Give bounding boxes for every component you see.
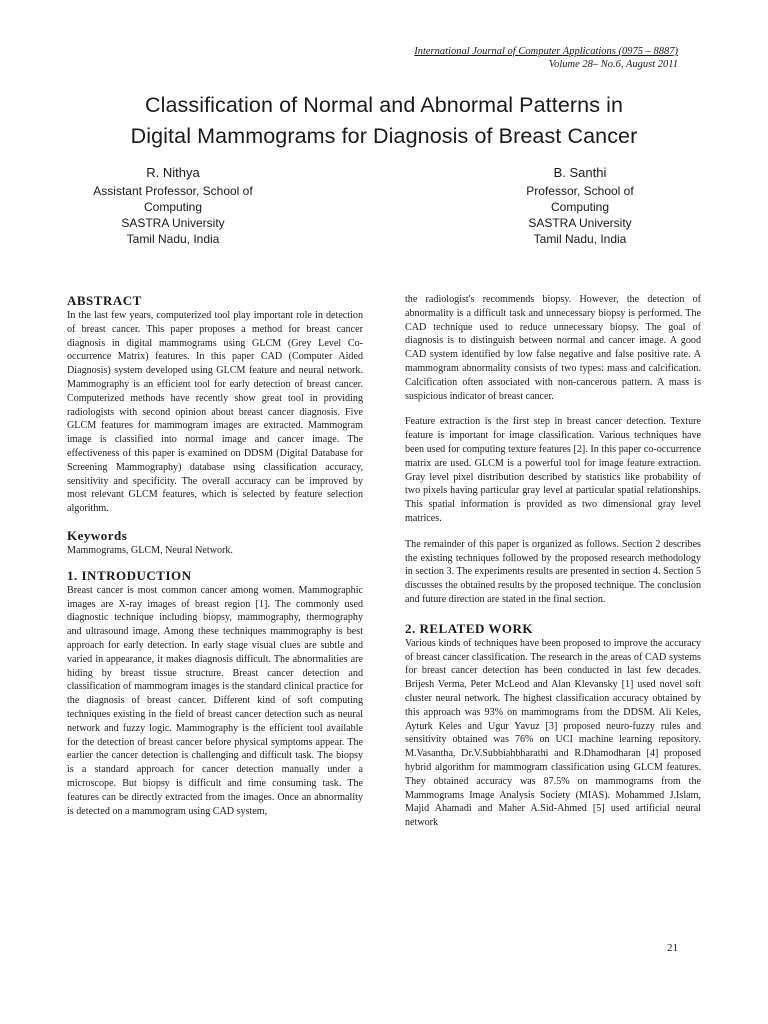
journal-header <box>258 45 678 71</box>
journal-volume: Volume 28– No.6, August 2011 <box>548 59 678 70</box>
author-affiliation: Assistant Professor, School of <box>93 184 253 198</box>
introduction-continued: the radiologist's recommends biopsy. However, the detection of abnormality is a difficult task and unnecessary biopsy is performed. The CAD technique used to reduce unnecessary biopsy. The goal of diagnosis is to distinguish between normal and cancer image. A good CAD system identified by low false negative and false positive rate. A mammogram abnormality consists of two types: mass and calcification. Calcification often associated with non-cancerous pattern. A mass is suspicious indicator of breast cancer. <box>405 294 701 402</box>
keywords-heading: Keywords <box>67 527 128 543</box>
related-work-heading: 2. RELATED WORK <box>405 620 534 636</box>
title-line-2: Digital Mammograms for Diagnosis of Breast Cancer <box>130 124 638 148</box>
left-column <box>67 293 363 818</box>
author-affiliation: Computing <box>143 200 203 214</box>
author-name: B. Santhi <box>553 165 607 180</box>
related-work-text: Various kinds of techniques have been proposed to improve the accuracy of breast cancer classification. The research in the areas of CAD systems for breast cancer detection has been conducted in last few decades. Brijesh Verma, Peter McLeod and Alan Klevansky [1] used novel soft cluster neural network. The highest classification accuracy obtained by this approach was 93% on mammograms from the DDSM. Ali Keles, Ayturk Keles and Ugur Yavuz [3] proposed neuro-fuzzy rules and sensitivity obtained was 76% on UCI machine learning repository. M.Vasantha, Dr.V.Subbiahbharathi and R.Dhamodharan [4] proposed hybrid algorithm for mammogram classification using GLCM features. They obtained accuracy was 87.5% on mammograms from the Mammograms Image Analysis Society (MIAS). Mohammed J.Islam, Majid Ahamadi and Maher A.Sid-Ahmed [5] used artificial neural network <box>405 637 701 829</box>
author-block-1 <box>43 165 303 247</box>
introduction-heading: 1. INTRODUCTION <box>67 567 192 583</box>
introduction-paragraph-3: The remainder of this paper is organized as follows. Section 2 describes the existing techniques followed by the proposed research methodology in section 3. The experiments results are presented in section 4. Section 5 discusses the obtained results by the proposed technique. The conclusion and future direction are stated in the final section. <box>405 538 701 605</box>
author-affiliation: SASTRA University <box>528 216 632 230</box>
title-line-1: Classification of Normal and Abnormal Patterns in <box>144 93 624 117</box>
page-number: 21 <box>667 942 678 954</box>
author-affiliation: Tamil Nadu, India <box>533 232 627 246</box>
introduction-paragraph-2: Feature extraction is the first step in breast cancer detection. Texture feature is important for image classification. Various techniques have been used for computing texture features [2]. In this paper co-occurrence matrix are used. GLCM is a powerful tool for image feature extraction. Gray level pixel distribution described by statistics like probability of two pixels having particular gray level at particular spatial relationships. This spatial information is provided as two dimensional gray level matrices. <box>405 416 701 524</box>
introduction-text: Breast cancer is most common cancer among women. Mammographic images are X-ray images of breast region [1]. The commonly used diagnostic technique including biopsy, mammography, thermography and ultrasound image. Among these techniques mammography is best approach for early detection. In early stage visual clues are subtle and varied in appearance, it makes diagnosis difficult. The abnormalities are hiding by breast tissue structure. Breast cancer detection and classification of mammogram images is the standard clinical practice for the diagnosis of breast cancer. Different kind of soft computing techniques existing in the field of breast cancer detection such as neural network and fuzzy logic. Mammography is the efficient tool available for the detection of breast cancer before physical symptoms appear. The earlier the cancer detection is challenging and difficult task. The biopsy is a standard approach for cancer detection manually under a microscope. But biopsy is difficult and time consuming task. The features can be directly extracted from the images. Once an abnormality is detected on a mammogram using CAD system, <box>67 584 363 817</box>
right-column <box>405 293 701 830</box>
author-block-2 <box>450 165 710 247</box>
journal-name: International Journal of Computer Applications (0975 – 8887) <box>414 46 678 57</box>
paper-title <box>60 90 708 152</box>
author-name: R. Nithya <box>146 165 200 180</box>
abstract-heading: ABSTRACT <box>67 293 142 308</box>
author-affiliation: Professor, School of <box>526 184 634 198</box>
abstract-text: In the last few years, computerized tool play important role in detection of breast cancer. This paper proposes a method for breast cancer diagnosis in digital mammograms using GLCM (Grey Level Co-occurrence Matrix) features. In this paper CAD (Computer Aided Diagnosis) system developed using GLCM feature and neural network. Mammography is an efficient tool for early detection of breast cancer. Computerized methods have recently show great tool in providing radiologists with second opinion about breast cancer diagnosis. Five GLCM features for mammogram images are extracted. Mammogram image is classified into normal image and cancer image. The effectiveness of this paper is examined on DDSM (Digital Database for Screening Mammography) database using classification accuracy, sensitivity and specificity. The overall accuracy can be improved by most relevant GLCM features, which is selected by feature selection algorithm. <box>67 310 363 515</box>
author-affiliation: SASTRA University <box>121 216 225 230</box>
keywords-text: Mammograms, GLCM, Neural Network. <box>67 544 233 556</box>
author-affiliation: Computing <box>550 200 610 214</box>
author-affiliation: Tamil Nadu, India <box>126 232 220 246</box>
